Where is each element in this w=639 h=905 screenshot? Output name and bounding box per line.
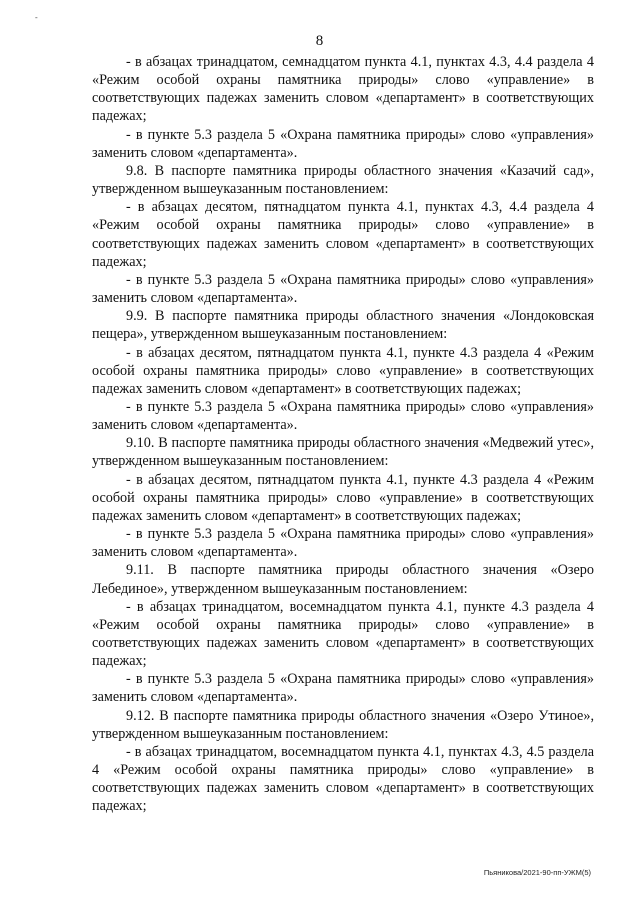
document-footer-code: Пьяникова/2021-90-пп-УЖМ(5) (483, 868, 591, 877)
paragraph-amend-item: - в абзацах десятом, пятнадцатом пункта 4.1, пунктах 4.3, 4.4 раздела 4 «Режим особой охраны памятника природы» слово «управление» в соответствующих падежах заменить словом «департамент» в соответствующих падежах; (92, 199, 594, 270)
corner-mark: - (35, 13, 38, 22)
paragraph-amend-item: - в пункте 5.3 раздела 5 «Охрана памятника природы» слово «управления» заменить словом «департамента». (92, 398, 594, 434)
paragraph-section-9-11: 9.11. В паспорте памятника природы областного значения «Озеро Лебединое», утвержденном вышеуказанным постановлением: (92, 562, 594, 597)
paragraph-amend-item: - в пункте 5.3 раздела 5 «Охрана памятника природы» слово «управления» заменить словом «департамента». (92, 671, 594, 706)
paragraph-section-9-12: 9.12. В паспорте памятника природы областного значения «Озеро Утиное», утвержденном вышеуказанным постановлением: (92, 707, 594, 742)
paragraph-section-9-9: 9.9. В паспорте памятника природы областного значения «Лондоковская пещера», утвержденном вышеуказанным постановлением: (92, 308, 594, 343)
page-number: 8 (315, 33, 324, 49)
paragraph-amend-item: - в абзацах тринадцатом, восемнадцатом пункта 4.1, пункте 4.3 раздела 4 «Режим особой охраны памятника природы» слово «управление» в соответствующих падежах заменить словом «департамент» в соответствующих падежах; (92, 598, 594, 670)
paragraph-amend-item: - в абзацах десятом, пятнадцатом пункта 4.1, пункте 4.3 раздела 4 «Режим особой охраны памятника природы» слово «управление» в соответствующих падежах заменить словом «департамент» в соответствующих падежах; (92, 344, 594, 397)
paragraph-amend-item: - в пункте 5.3 раздела 5 «Охрана памятника природы» слово «управления» заменить словом «департамента». (92, 126, 594, 161)
paragraph-amend-item: - в пункте 5.3 раздела 5 «Охрана памятника природы» слово «управления» заменить словом «департамента». (92, 271, 594, 307)
paragraph-section-9-8: 9.8. В паспорте памятника природы областного значения «Казачий сад», утвержденном вышеуказанным постановлением: (92, 162, 594, 198)
paragraph-amend-item: - в абзацах десятом, пятнадцатом пункта 4.1, пункте 4.3 раздела 4 «Режим особой охраны памятника природы» слово «управление» в соответствующих падежах заменить словом «департамент» в соответствующих падежах; (92, 471, 594, 524)
paragraph-amend-item: - в абзацах тринадцатом, семнадцатом пункта 4.1, пунктах 4.3, 4.4 раздела 4 «Режим особой охраны памятника природы» слово «управление» в соответствующих падежах заменить словом «департамент» в соответствующих падежах; (92, 54, 594, 125)
paragraph-amend-item: - в пункте 5.3 раздела 5 «Охрана памятника природы» слово «управления» заменить словом «департамента». (92, 526, 594, 561)
paragraph-amend-item: - в абзацах тринадцатом, восемнадцатом пункта 4.1, пунктах 4.3, 4.5 раздела 4 «Режим особой охраны памятника природы» слово «управление» в соответствующих падежах заменить словом «департамент» в соответствующих падежах; (92, 743, 594, 815)
paragraph-section-9-10: 9.10. В паспорте памятника природы областного значения «Медвежий утес», утвержденном вышеуказанным постановлением: (92, 435, 594, 470)
document-body (92, 53, 594, 816)
